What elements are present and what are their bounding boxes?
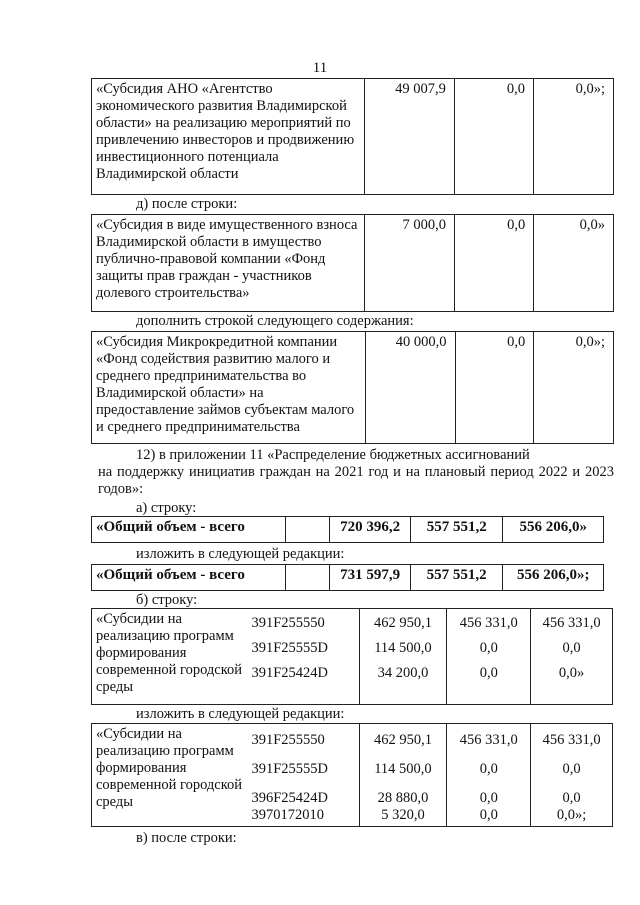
table-total-old xyxy=(91,516,604,543)
values-2023 xyxy=(531,609,613,705)
page-number: 11 xyxy=(312,60,328,76)
value-3: 0,0 xyxy=(479,790,498,806)
table-urban-subsidy-old xyxy=(91,608,613,705)
value-2: 114 500,0 xyxy=(374,640,432,656)
caption-v: в) после строки: xyxy=(136,830,237,846)
value-3: 0,0 xyxy=(562,790,581,806)
value-1: 462 950,1 xyxy=(373,732,432,748)
values-2023 xyxy=(531,724,613,827)
value-2: 0,0 xyxy=(562,640,581,656)
row-name: «Общий объем - всего xyxy=(92,565,286,591)
row-name: «Субсидии на реализацию программ формирования современной городской среды xyxy=(92,724,248,827)
value-3: 34 200,0 xyxy=(377,665,429,681)
value-3: 0,0 xyxy=(479,665,498,681)
value-2021: 49 007,9 xyxy=(365,79,454,195)
code-3: 396F25424D xyxy=(251,790,329,806)
code-cell xyxy=(285,565,330,591)
table-agency-subsidy xyxy=(91,78,614,195)
value-2022: 0,0 xyxy=(455,332,534,444)
value-1: 462 950,1 xyxy=(373,615,432,631)
value-3: 0,0» xyxy=(558,665,585,681)
code-1: 391F255550 xyxy=(251,732,325,748)
value-1: 456 331,0 xyxy=(459,732,518,748)
value-2021: 40 000,0 xyxy=(366,332,455,444)
table-urban-subsidy-new xyxy=(91,723,613,827)
value-2: 0,0 xyxy=(479,640,498,656)
value-4: 0,0 xyxy=(479,807,498,823)
row-name: «Субсидии на реализацию программ формирования современной городской среды xyxy=(92,609,248,705)
value-2023: 0,0» xyxy=(534,215,614,312)
value-2022: 0,0 xyxy=(454,79,533,195)
row-name: «Субсидия Микрокредитной компании «Фонд содействия развитию малого и среднего предпринимательства во Владимирской области» на предоставление займов субъектам малого и среднего предпринимательства xyxy=(92,332,366,444)
value-2021: 7 000,0 xyxy=(365,215,455,312)
paragraph-12-line1: 12) в приложении 11 «Распределение бюджетных ассигнований xyxy=(136,447,530,463)
codes-column xyxy=(247,609,359,705)
value-2021: 720 396,2 xyxy=(330,517,411,543)
value-2022: 0,0 xyxy=(454,215,533,312)
row-name: «Субсидия в виде имущественного взноса Владимирской области в имущество публично-правовой компании «Фонд защиты прав граждан - участников долевого строительства» xyxy=(92,215,365,312)
value-2023: 556 206,0» xyxy=(503,517,604,543)
value-2023: 0,0»; xyxy=(534,332,614,444)
caption-d: д) после строки: xyxy=(136,196,238,212)
values-2022 xyxy=(447,609,531,705)
code-cell xyxy=(285,517,330,543)
caption-edit-2: изложить в следующей редакции: xyxy=(136,706,345,722)
value-4: 0,0»; xyxy=(556,807,587,823)
row-name: «Субсидия АНО «Агентство экономического развития Владимирской области» на реализацию мероприятий по привлечению инвесторов и продвижению инвестиционного потенциала Владимирской области xyxy=(92,79,365,195)
table-fund-subsidy xyxy=(91,214,614,312)
code-1: 391F255550 xyxy=(251,615,325,631)
codes-column xyxy=(247,724,359,827)
code-2: 391F25555D xyxy=(251,761,329,777)
value-1: 456 331,0 xyxy=(459,615,518,631)
value-2023: 0,0»; xyxy=(534,79,614,195)
value-2022: 557 551,2 xyxy=(410,517,503,543)
value-2021: 731 597,9 xyxy=(330,565,411,591)
value-3: 28 880,0 xyxy=(377,790,429,806)
value-1: 456 331,0 xyxy=(542,732,601,748)
paragraph-12-rest: на поддержку инициатив граждан на 2021 год и на плановый период 2022 и 2023 годов»: xyxy=(98,464,614,497)
caption-edit-1: изложить в следующей редакции: xyxy=(136,546,345,562)
row-name: «Общий объем - всего xyxy=(92,517,286,543)
code-4: 3970172010 xyxy=(251,807,324,823)
caption-a: а) строку: xyxy=(136,500,197,516)
values-2021 xyxy=(359,609,447,705)
caption-b: б) строку: xyxy=(136,592,198,608)
code-2: 391F25555D xyxy=(251,640,329,656)
value-2: 114 500,0 xyxy=(374,761,432,777)
table-microcredit-subsidy xyxy=(91,331,614,444)
value-2: 0,0 xyxy=(562,761,581,777)
table-total-new xyxy=(91,564,604,591)
value-1: 456 331,0 xyxy=(542,615,601,631)
caption-add: дополнить строкой следующего содержания: xyxy=(136,313,414,329)
value-4: 5 320,0 xyxy=(381,807,425,823)
value-2022: 557 551,2 xyxy=(410,565,502,591)
code-3: 391F25424D xyxy=(251,665,329,681)
values-2022 xyxy=(447,724,531,827)
value-2: 0,0 xyxy=(479,761,498,777)
values-2021 xyxy=(359,724,447,827)
value-2023: 556 206,0»; xyxy=(503,565,604,591)
